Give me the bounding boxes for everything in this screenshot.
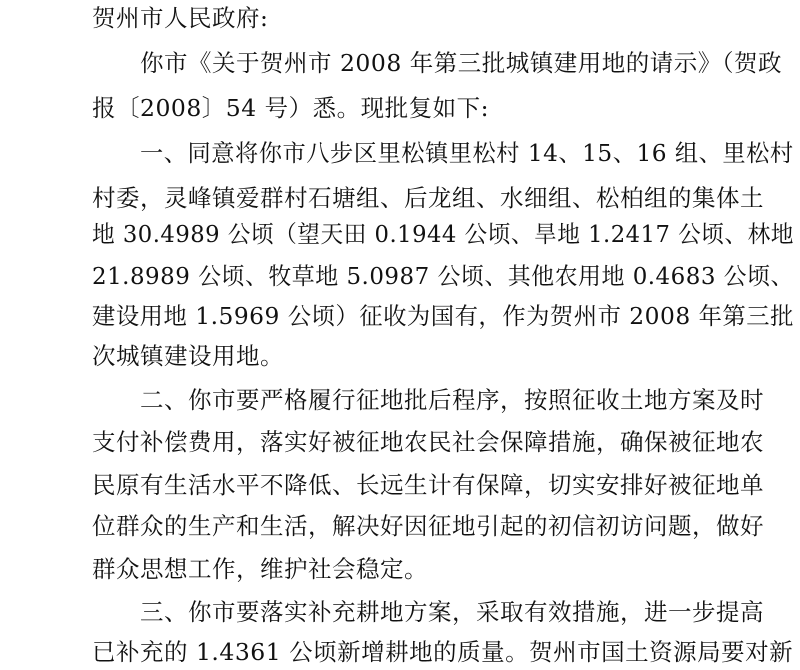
body-line: 次城镇建设用地。	[92, 342, 284, 370]
body-line: 群众思想工作，维护社会稳定。	[92, 555, 428, 583]
body-line: 支付补偿费用，落实好被征地农民社会保障措施，确保被征地农	[92, 428, 764, 456]
body-line: 21.8989 公顷、牧草地 5.0987 公顷、其他农用地 0.4683 公顷、	[92, 262, 794, 290]
body-line: 三、你市要落实补充耕地方案，采取有效措施，进一步提高	[140, 598, 764, 626]
addressee-line: 贺州市人民政府:	[92, 4, 269, 32]
body-line: 建设用地 1.5969 公顷）征收为国有，作为贺州市 2008 年第三批	[92, 302, 794, 330]
body-line: 你市《关于贺州市 2008 年第三批城镇建用地的请示》（贺政	[140, 49, 782, 77]
body-line: 位群众的生产和生活，解决好因征地引起的初信初访问题，做好	[92, 512, 764, 540]
body-line: 地 30.4989 公顷（望天田 0.1944 公顷、旱地 1.2417 公顷、林地	[92, 220, 794, 248]
body-line: 报〔2008〕54 号）悉。现批复如下:	[92, 94, 490, 122]
body-line: 二、你市要严格履行征地批后程序，按照征收土地方案及时	[140, 386, 764, 414]
body-line: 村委，灵峰镇爱群村石塘组、后龙组、水细组、松柏组的集体土	[92, 184, 764, 212]
body-line: 民原有生活水平不降低、长远生计有保障，切实安排好被征地单	[92, 471, 764, 499]
body-line: 已补充的 1.4361 公顷新增耕地的质量。贺州市国土资源局要对新	[92, 638, 794, 666]
body-line: 一、同意将你市八步区里松镇里松村 14、15、16 组、里松村	[140, 139, 794, 167]
